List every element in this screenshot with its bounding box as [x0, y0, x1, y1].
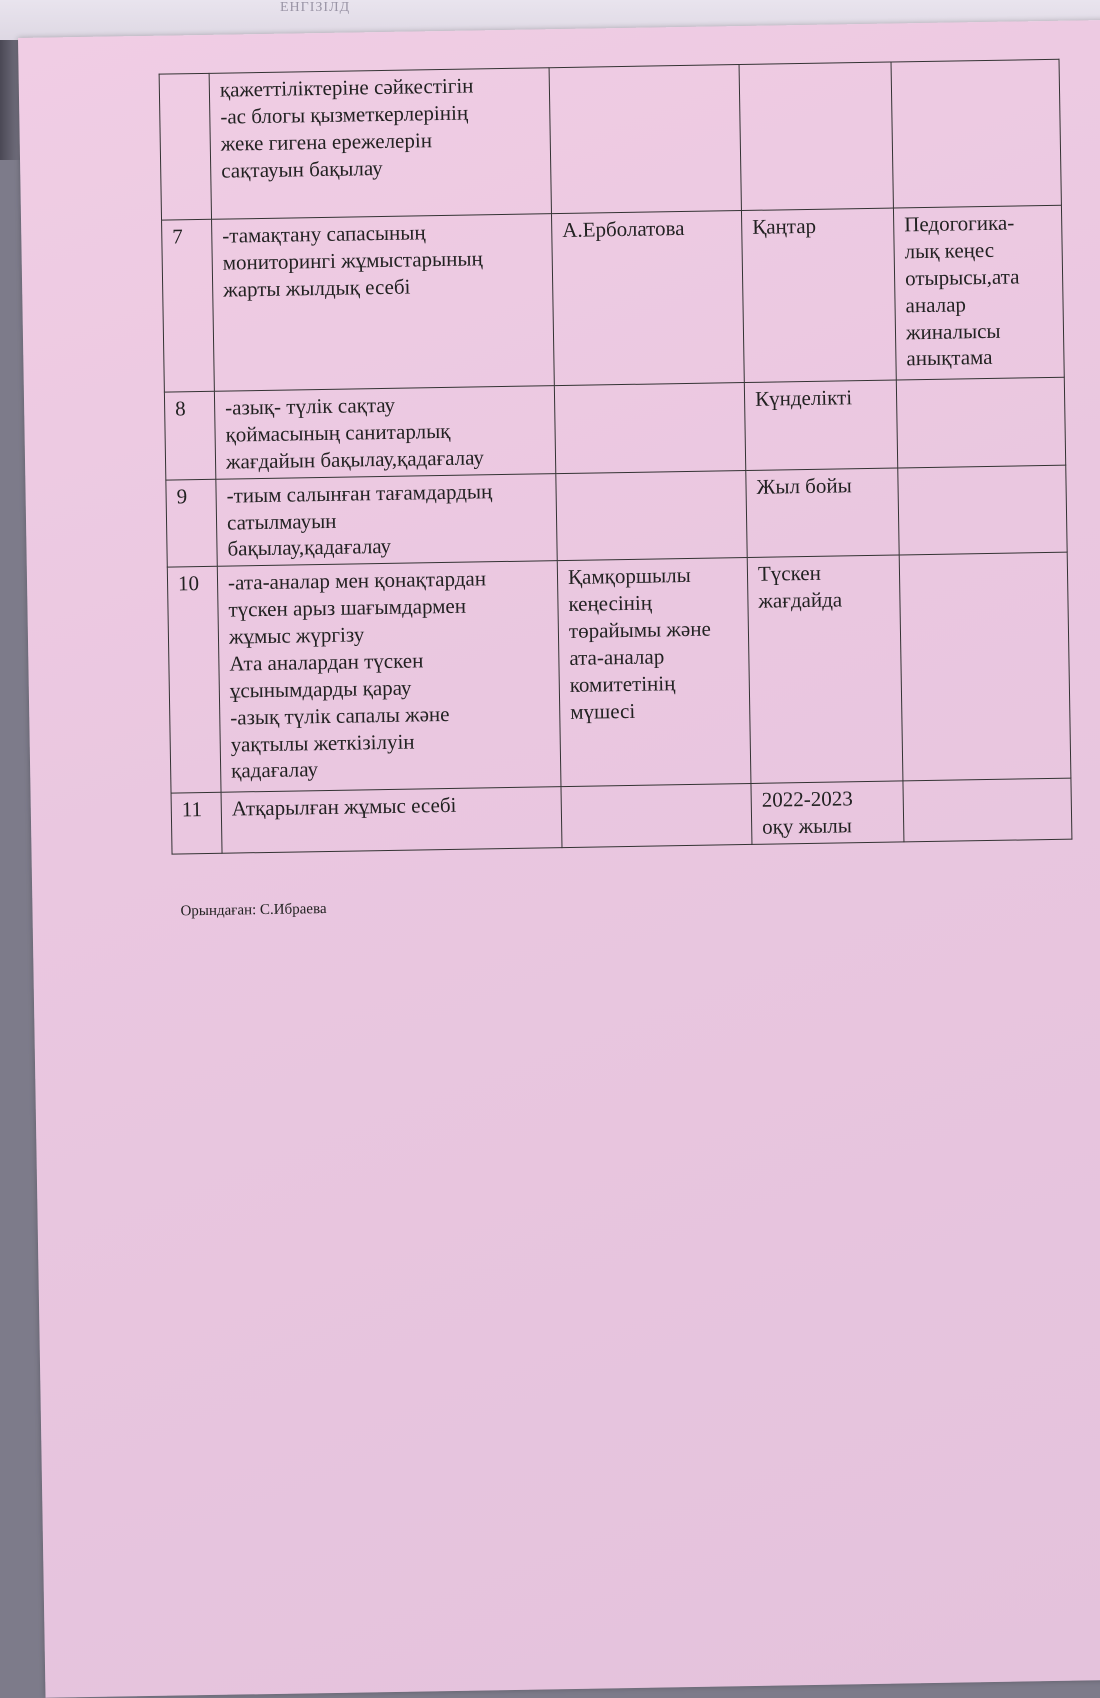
- cell-text-line: мүшесі: [570, 698, 636, 724]
- cell-text-line: қажеттіліктеріне сәйкестігін: [219, 73, 474, 102]
- table-row: [159, 59, 1061, 220]
- cell-text-line: Қаңтар: [752, 213, 817, 239]
- cell-text-line: -тамақтану сапасының: [222, 220, 426, 248]
- cell-text-line: қадағалау: [230, 757, 319, 783]
- date-cell: [741, 208, 896, 382]
- cell-text-line: отырысы,ата: [904, 264, 1020, 291]
- date-cell: [744, 380, 897, 470]
- row-number-cell: 11: [171, 792, 222, 854]
- activity-cell: [216, 473, 557, 566]
- cell-text-line: сатылмауын: [226, 508, 337, 535]
- table-row: [166, 465, 1067, 568]
- date-cell: [751, 781, 904, 844]
- cell-text-line: төрайымы және: [568, 616, 711, 643]
- responsible-cell: [551, 211, 744, 386]
- row-number-cell: 8: [164, 391, 215, 479]
- cell-text-line: ұсынымдарды қарау: [229, 675, 412, 703]
- plan-table: [159, 59, 1073, 855]
- cell-text-line: лық кеңес: [904, 237, 995, 264]
- date-cell: [747, 555, 903, 783]
- cell-text-line: түскен арыз шағымдармен: [228, 593, 467, 622]
- responsible-cell: [556, 470, 747, 561]
- cell-text-line: Түскен: [757, 561, 822, 587]
- report-form-cell: [891, 59, 1061, 208]
- report-form-cell: [898, 465, 1067, 555]
- cell-text-line: жұмыс жүргізу: [228, 622, 365, 649]
- cell-text-line: ата-аналар: [569, 644, 665, 670]
- cell-text-line: А.Ерболатова: [562, 215, 685, 243]
- row-number-cell: 9: [166, 479, 217, 567]
- report-form-cell: [896, 377, 1065, 467]
- cell-text-line: қоймасының санитарлық: [225, 418, 451, 447]
- row-number-cell: 7: [162, 219, 215, 392]
- cell-text-line: жағдайын бақылау,қадағалау: [225, 445, 485, 474]
- cell-text-line: Жыл бойы: [756, 472, 852, 499]
- cell-text-line: кеңесінің: [568, 590, 653, 617]
- report-form-cell: [899, 552, 1071, 781]
- cell-text-line: Ата аналардан түскен: [229, 648, 424, 676]
- responsible-cell: [557, 558, 751, 787]
- cell-text-line: 2022-2023: [761, 786, 853, 813]
- table-row: [162, 205, 1065, 392]
- row-number-cell: [159, 73, 211, 220]
- date-cell: [746, 468, 899, 558]
- signature-line: Орындаған: С.Ибраева: [180, 901, 327, 920]
- cell-text-line: жеке гигена ережелерін: [220, 127, 433, 156]
- cell-text-line: уақтылы жеткізілуін: [230, 729, 415, 757]
- cell-text-line: Педогогика-: [904, 210, 1015, 237]
- document-sheet: [18, 19, 1100, 1698]
- table-row: [167, 552, 1071, 793]
- cell-text-line: жағдайда: [758, 587, 843, 613]
- date-cell: [739, 62, 893, 211]
- responsible-cell: [561, 784, 752, 848]
- cell-text-line: -азық түлік сапалы және: [230, 701, 450, 730]
- responsible-cell: [554, 383, 745, 474]
- cell-text-line: Қамқоршылы: [567, 563, 691, 590]
- background-faint-text: ЕНГІЗІЛД: [280, 0, 351, 15]
- cell-text-line: Күнделікті: [754, 385, 853, 411]
- activity-cell: [214, 386, 555, 479]
- responsible-cell: [549, 65, 741, 214]
- table-row: [164, 377, 1065, 480]
- cell-text-line: анықтама: [906, 345, 993, 371]
- cell-text-line: оқу жылы: [761, 813, 853, 839]
- cell-text-line: -ата-аналар мен қонақтардан: [227, 566, 487, 595]
- cell-text-line: бақылау,қадағалау: [227, 534, 392, 561]
- activity-cell: [217, 561, 561, 793]
- cell-text-line: сақтауын бақылау: [221, 155, 383, 183]
- activity-cell: [209, 68, 551, 220]
- cell-text-line: -ас блогы қызметкерлерінің: [220, 100, 469, 129]
- report-form-cell: [903, 778, 1072, 842]
- row-number-cell: 10: [167, 567, 221, 794]
- activity-cell: [212, 214, 555, 392]
- cell-text-line: мониторингі жұмыстарының: [222, 246, 483, 275]
- cell-text-line: жиналысы: [905, 318, 1001, 344]
- cell-text-line: жарты жылдық есебі: [222, 274, 411, 302]
- cell-text-line: аналар: [905, 291, 967, 317]
- cell-text-line: -тиым салынған тағамдардың: [226, 478, 493, 508]
- activity-cell: [221, 787, 562, 853]
- cell-text-line: -азық- түлік сақтау: [224, 392, 396, 420]
- cell-text-line: Атқарылған жұмыс есебі: [231, 793, 457, 821]
- report-form-cell: [893, 205, 1064, 380]
- cell-text-line: комитетінің: [569, 670, 676, 697]
